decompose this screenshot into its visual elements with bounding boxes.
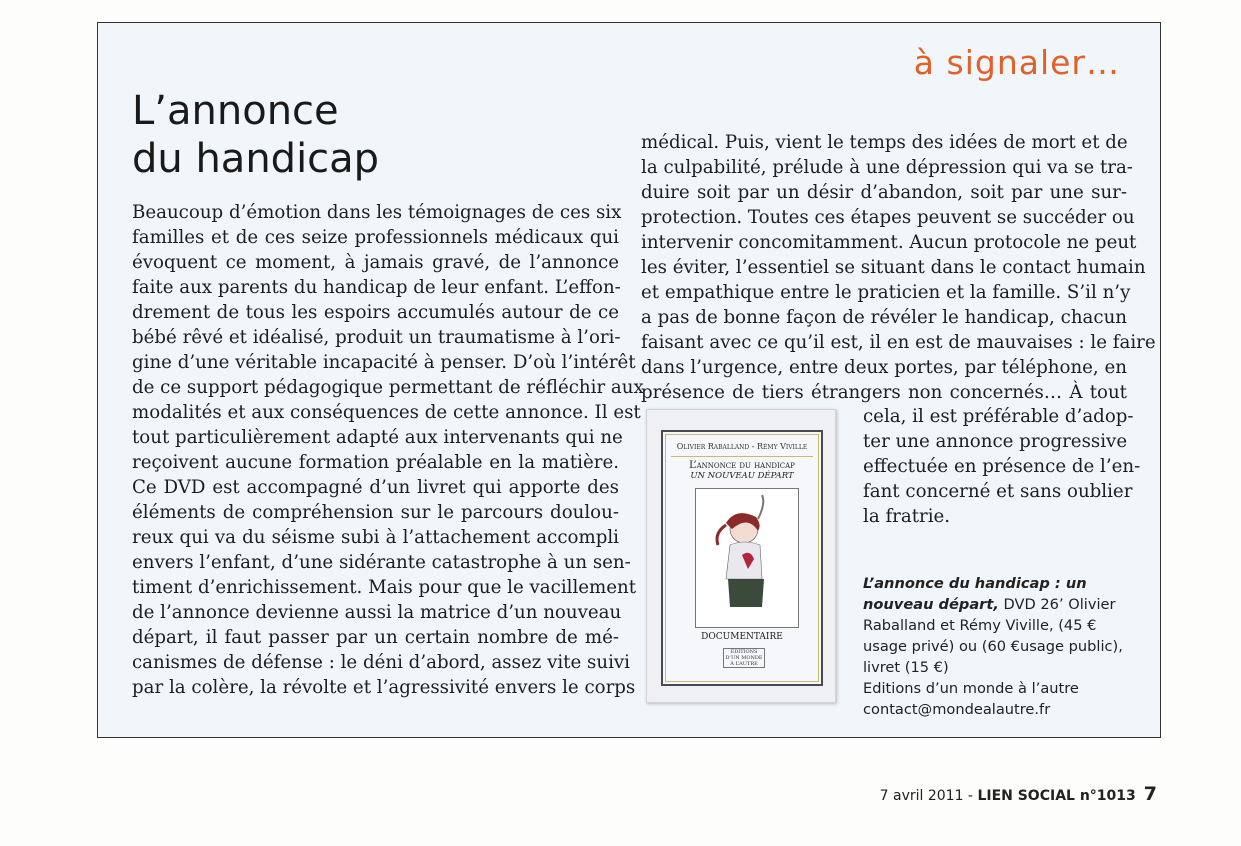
text-line: faisant avec ce qu’il est, il en est de mauvaises : le faire <box>641 332 1156 353</box>
cover-authors: Olivier Raballand - Rémy Viville <box>676 442 808 451</box>
text-line: dans l’urgence, entre deux portes, par téléphone, en <box>641 357 1127 378</box>
text-line: médical. Puis, vient le temps des idées de mort et de <box>641 132 1128 153</box>
caption-contact: contact@mondealautre.fr <box>863 701 1051 718</box>
cover-title: L’annonce du handicap <box>671 456 813 471</box>
caption-publisher: Editions d’un monde à l’autre <box>863 680 1079 697</box>
text-line: bébé rêvé et idéalisé, produit un traumatisme à l’ori- <box>132 327 621 348</box>
text-line: cela, il est préférable d’adop- <box>863 406 1134 427</box>
text-line: tout particulièrement adapté aux intervenants qui ne <box>132 427 623 448</box>
text-line: ter une annonce progressive <box>863 431 1128 452</box>
caption-details: DVD 26’ Olivier Raballand et Rémy Viville, (45 € usage privé) ou (60 €usage public), livret (15 €) <box>863 596 1123 676</box>
dvd-caption <box>863 573 1143 720</box>
page-footer <box>880 783 1157 805</box>
cover-illustration <box>695 488 799 628</box>
text-line: départ, il faut passer par un certain nombre de mé- <box>132 627 619 648</box>
text-line: la fratrie. <box>863 506 951 527</box>
text-line: Ce DVD est accompagné d’un livret qui apporte des <box>132 477 619 498</box>
title-line: du handicap <box>132 136 380 182</box>
cover-publisher-logo: EDITIONS D’UN MONDE À L’AUTRE <box>723 648 765 668</box>
title-line: L’annonce <box>132 88 339 134</box>
dvd-cover-image <box>646 409 836 703</box>
text-line: duire soit par un désir d’abandon, soit par une sur- <box>641 182 1127 203</box>
right-column <box>641 130 1156 405</box>
text-line: canismes de défense : le déni d’abord, assez vite suivi <box>132 652 630 673</box>
text-line: évoquent ce moment, à jamais gravé, de l’annonce <box>132 252 619 273</box>
cover-genre: DOCUMENTAIRE <box>701 632 783 642</box>
text-line: de l’annonce devienne aussi la matrice d’un nouveau <box>132 602 622 623</box>
text-line: effectuée en présence de l’en- <box>863 456 1141 477</box>
caption-title: L’annonce du handicap : un nouveau départ, <box>863 575 1087 613</box>
article-title <box>132 87 379 183</box>
cover-subtitle: UN NOUVEAU DÉPART <box>690 471 794 481</box>
text-line: drement de tous les espoirs accumulés autour de ce <box>132 302 619 323</box>
text-line: protection. Toutes ces étapes peuvent se succéder ou <box>641 207 1135 228</box>
footer-date: 7 avril 2011 - <box>879 788 978 804</box>
text-line: envers l’enfant, d’une sidérante catastrophe à un sen- <box>132 552 631 573</box>
text-line: éléments de compréhension sur le parcours doulou- <box>132 502 619 523</box>
section-kicker: à signaler… <box>913 43 1120 82</box>
page-number: 7 <box>1143 783 1157 805</box>
text-line: reux qui va du séisme subi à l’attachement accompli <box>132 527 619 548</box>
text-line: familles et de ces seize professionnels médicaux qui <box>132 227 619 248</box>
text-line: intervenir concomitamment. Aucun protocole ne peut <box>641 232 1137 253</box>
text-line: a pas de bonne façon de révéler le handicap, chacun <box>641 307 1127 328</box>
text-line: fant concerné et sans oublier <box>863 481 1133 502</box>
right-column-continued <box>863 404 1141 529</box>
text-line: de ce support pédagogique permettant de réfléchir aux <box>132 377 644 398</box>
text-line: la culpabilité, prélude à une dépression qui va se tra- <box>641 157 1133 178</box>
text-line: présence de tiers étrangers non concernés… À tout <box>641 382 1127 403</box>
text-line: reçoivent aucune formation préalable en la matière. <box>132 452 619 473</box>
text-line: les éviter, l’essentiel se situant dans le contact humain <box>641 257 1146 278</box>
text-line: faite aux parents du handicap de leur enfant. L’effon- <box>132 277 621 298</box>
article-box <box>97 22 1161 738</box>
text-line: modalités et aux conséquences de cette annonce. Il est <box>132 402 641 423</box>
left-column <box>132 200 644 700</box>
footer-magazine: LIEN SOCIAL n°1013 <box>977 788 1136 804</box>
text-line: timent d’enrichissement. Mais pour que le vacillement <box>132 577 637 598</box>
text-line: Beaucoup d’émotion dans les témoignages de ces six <box>132 202 622 223</box>
text-line: gine d’une véritable incapacité à penser. D’où l’intérêt <box>132 352 636 373</box>
text-line: par la colère, la révolte et l’agressivité envers le corps <box>132 677 636 698</box>
text-line: et empathique entre le praticien et la famille. S’il n’y <box>641 282 1131 303</box>
